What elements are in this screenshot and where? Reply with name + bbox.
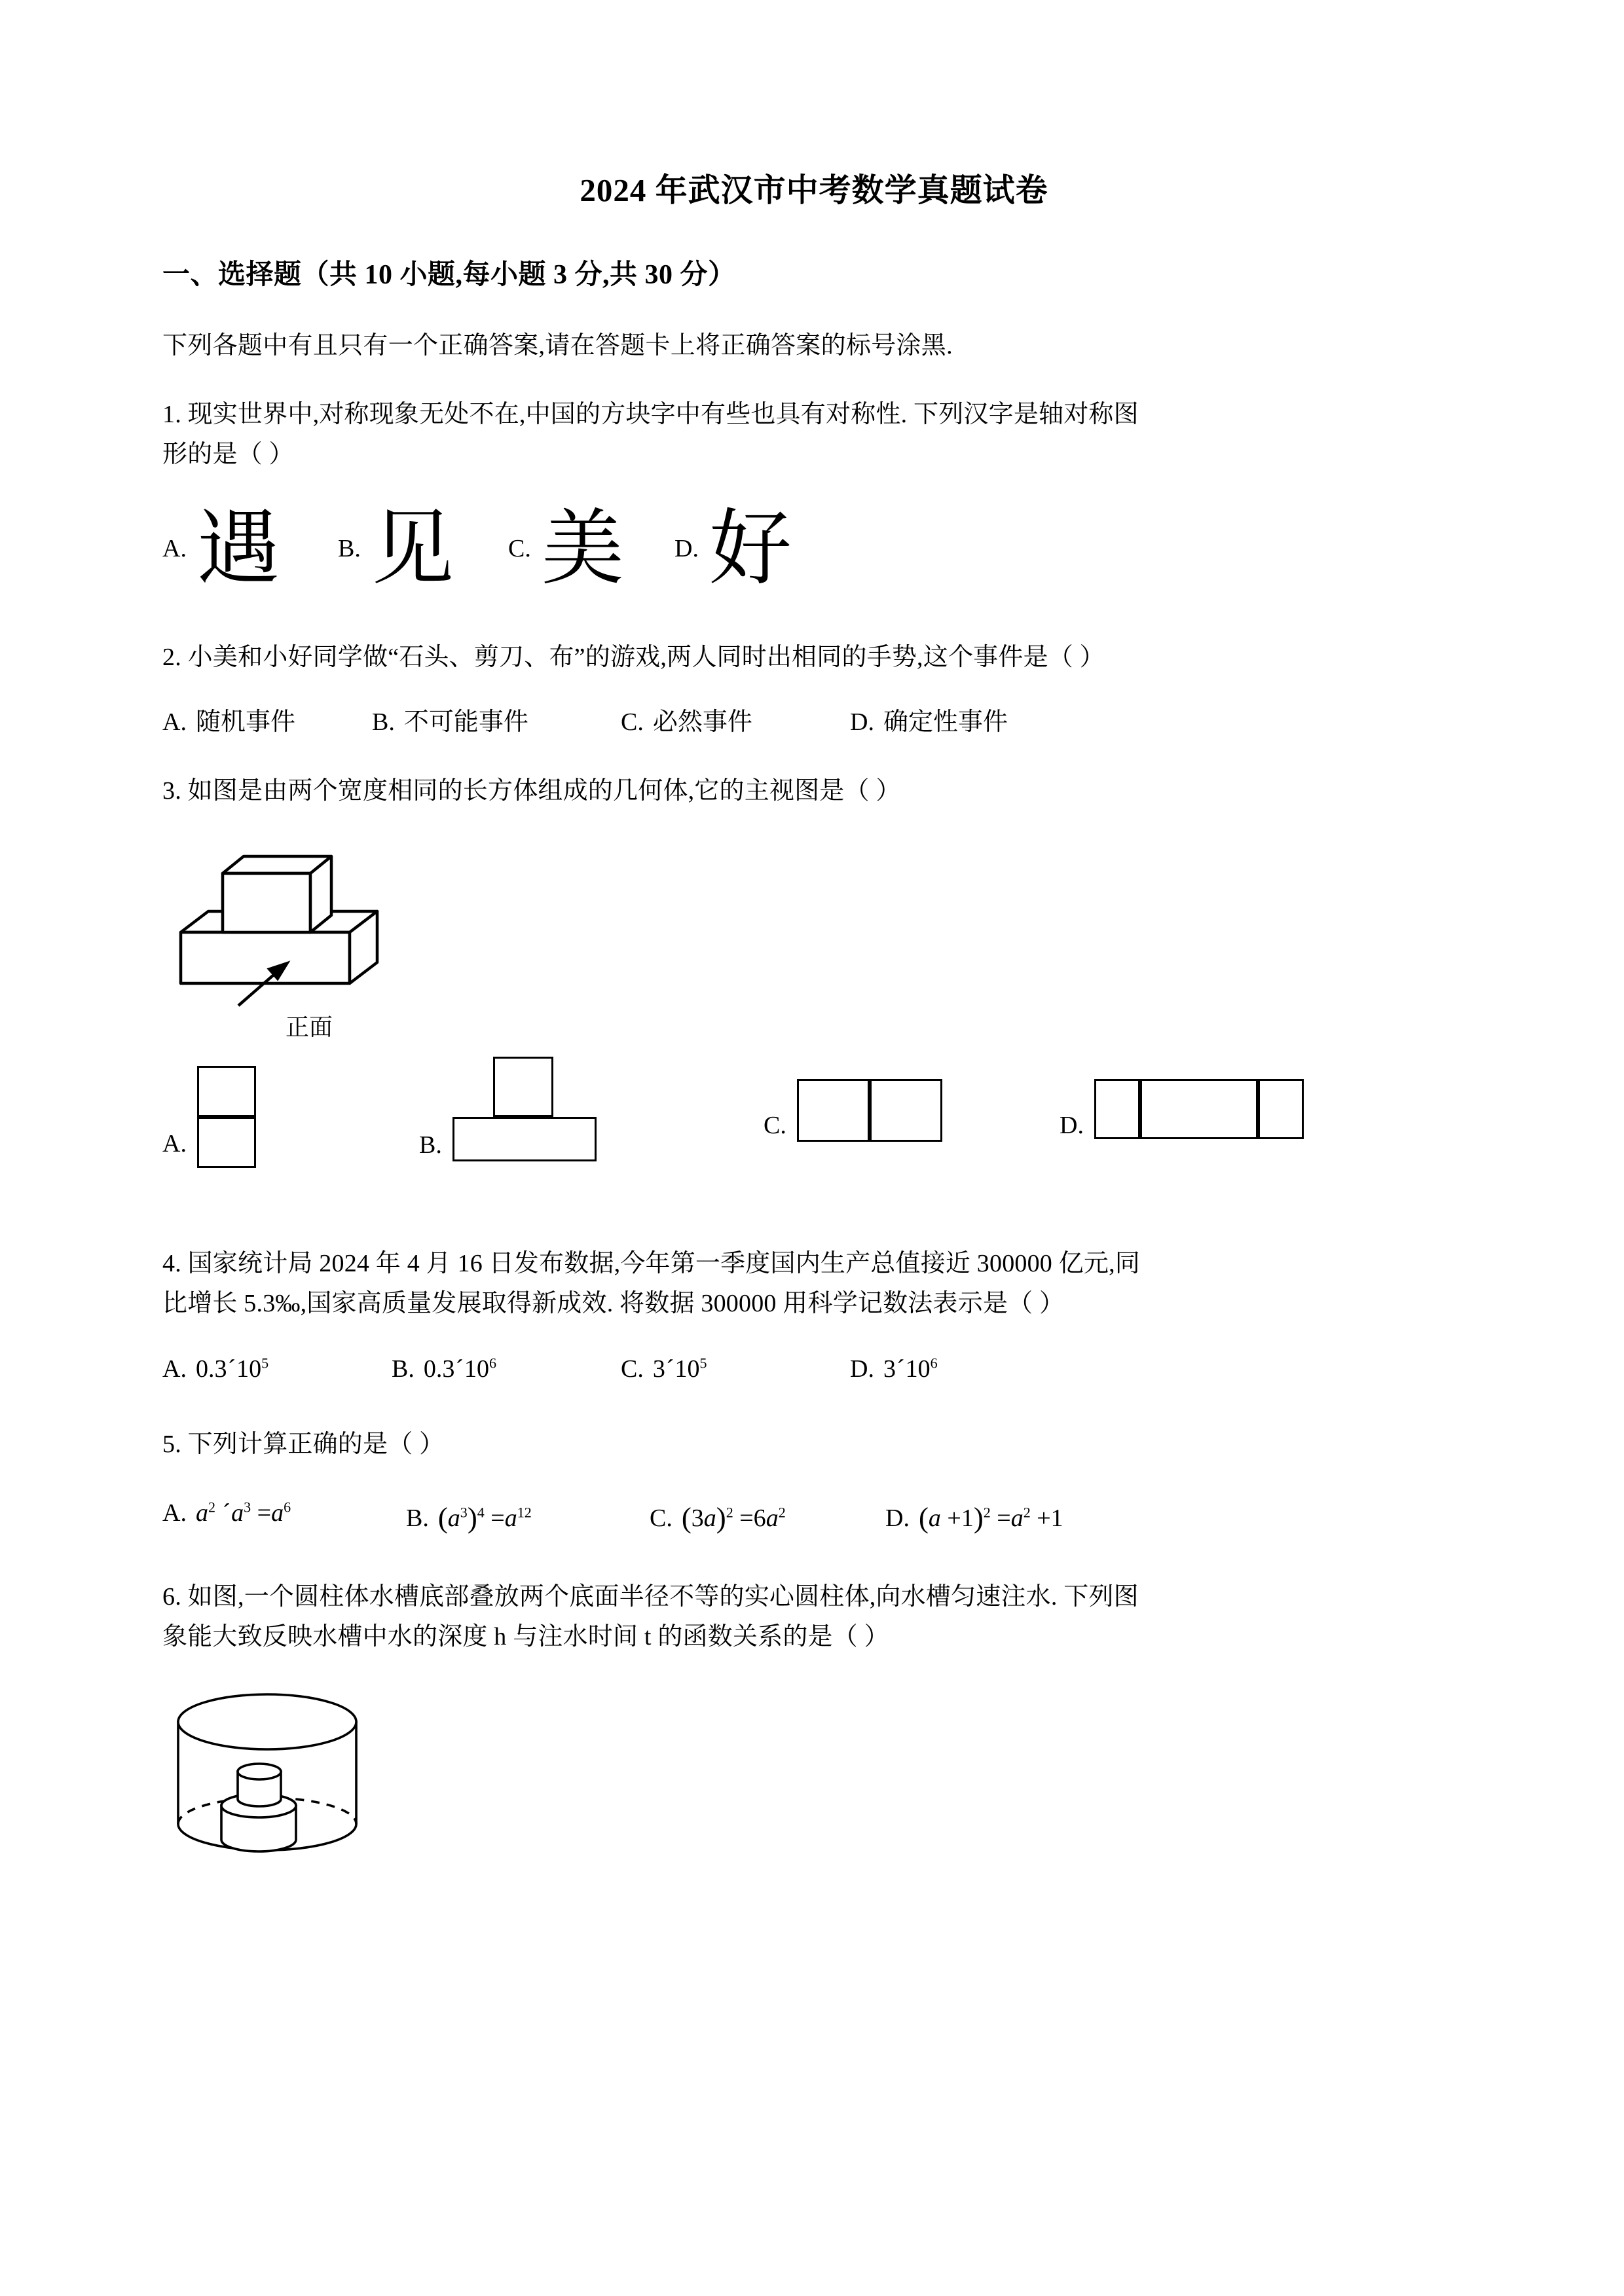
exponent: 6 bbox=[930, 1355, 938, 1372]
tank-top-rim bbox=[178, 1694, 356, 1749]
question-2-number: 2. bbox=[162, 643, 181, 671]
shape-cell bbox=[197, 1066, 256, 1117]
mantissa: 0.3 bbox=[195, 1355, 227, 1383]
question-1 bbox=[162, 395, 1466, 475]
option-label: C. bbox=[621, 708, 644, 737]
option-text: 随机事件 bbox=[195, 708, 295, 737]
option-label: D. bbox=[850, 1355, 874, 1383]
front-label: 正面 bbox=[286, 1013, 333, 1040]
option-label: B. bbox=[419, 1131, 442, 1159]
option-label: A. bbox=[162, 1129, 187, 1157]
question-4-options bbox=[162, 1351, 1466, 1388]
question-2-option-c[interactable] bbox=[621, 704, 850, 741]
hanzi-glyph-jian: 见 bbox=[371, 500, 454, 596]
question-6-number: 6. bbox=[162, 1582, 181, 1611]
question-4 bbox=[162, 1244, 1466, 1324]
question-4-stem-line2: 比增长 5.3‰,国家高质量发展取得新成效. 将数据 300000 用科学记数法表示是（ ） bbox=[162, 1290, 1065, 1318]
shape-cell bbox=[493, 1057, 553, 1117]
question-1-number-and-stem-line1 bbox=[162, 395, 1466, 435]
option-expression-a: $a^2$ $´a^3 =a^6$ bbox=[195, 1499, 291, 1527]
hanzi-glyph-mei: 美 bbox=[541, 500, 624, 596]
option-text: 必然事件 bbox=[652, 708, 752, 737]
exponent: 5 bbox=[699, 1355, 707, 1372]
hanzi-glyph-yu: 遇 bbox=[196, 500, 280, 596]
question-1-option-b[interactable] bbox=[338, 500, 461, 596]
option-label: A. bbox=[162, 708, 187, 737]
lower-cuboid-front-face bbox=[181, 932, 350, 983]
option-label: C. bbox=[621, 1355, 644, 1383]
question-2-stem: 小美和小好同学做“石头、剪刀、布”的游戏,两人同时出相同的手势,这个事件是（ ） bbox=[187, 643, 1105, 671]
option-expression-b: $(a^3)^4 =a^{12}$ bbox=[437, 1501, 532, 1535]
shape-cell bbox=[1258, 1079, 1304, 1139]
option-label: B. bbox=[406, 1504, 429, 1533]
upper-cuboid-front-face bbox=[223, 873, 310, 932]
section-instruction: 下列各题中有且只有一个正确答案,请在答题卡上将正确答案的标号涂黑. bbox=[162, 331, 953, 359]
option-label: B. bbox=[372, 708, 395, 737]
option-expression bbox=[196, 1351, 268, 1388]
exponent: 6 bbox=[489, 1355, 497, 1372]
question-4-option-b[interactable] bbox=[392, 1351, 621, 1388]
page-title: 2024 年武汉市中考数学真题试卷 bbox=[580, 172, 1048, 208]
option-label: A. bbox=[162, 1355, 187, 1383]
view-shape-b bbox=[452, 1089, 597, 1194]
question-1-number: 1. bbox=[162, 400, 181, 428]
hanzi-glyph-hao: 好 bbox=[709, 500, 792, 596]
question-3-option-a[interactable] bbox=[162, 1096, 256, 1192]
question-2-option-b[interactable] bbox=[372, 704, 621, 741]
multiplication-sign: ´ bbox=[455, 1355, 464, 1383]
page-content bbox=[162, 0, 1466, 1874]
question-3-solid-figure bbox=[169, 828, 1466, 1042]
question-5-option-a[interactable] bbox=[162, 1495, 406, 1539]
question-4-option-d[interactable] bbox=[850, 1351, 1079, 1388]
water-tank-cylinder-svg bbox=[169, 1675, 385, 1871]
multiplication-sign: ´ bbox=[665, 1355, 674, 1383]
question-5-option-d[interactable] bbox=[885, 1495, 1129, 1539]
question-5-stem: 下列计算正确的是（ ） bbox=[187, 1430, 445, 1458]
option-label: D. bbox=[1060, 1111, 1084, 1139]
question-2-option-a[interactable] bbox=[162, 704, 372, 741]
exponent: 5 bbox=[261, 1355, 269, 1372]
question-2-option-d[interactable] bbox=[850, 704, 1008, 741]
question-2 bbox=[162, 638, 1466, 678]
question-6-cylinder-figure bbox=[169, 1675, 1466, 1874]
option-label: C. bbox=[650, 1504, 673, 1533]
question-1-option-d[interactable] bbox=[674, 500, 792, 596]
question-5-option-c[interactable] bbox=[650, 1495, 885, 1539]
question-1-stem-line1: 现实世界中,对称现象无处不在,中国的方块字中有些也具有对称性. 下列汉字是轴对称图 bbox=[187, 400, 1139, 428]
option-label: B. bbox=[338, 534, 361, 562]
question-3 bbox=[162, 771, 1466, 812]
option-label: A. bbox=[162, 534, 187, 562]
question-6-stem-line2: 象能大致反映水槽中水的深度 h 与注水时间 t 的函数关系的是（ ） bbox=[162, 1623, 889, 1651]
multiplication-sign: ´ bbox=[896, 1355, 905, 1383]
base: 10 bbox=[674, 1355, 700, 1383]
option-expression bbox=[424, 1351, 496, 1388]
view-shape-d bbox=[1094, 1089, 1304, 1155]
question-4-line1 bbox=[162, 1244, 1466, 1285]
option-label: D. bbox=[885, 1504, 910, 1533]
option-label: B. bbox=[392, 1355, 415, 1383]
option-label: D. bbox=[850, 708, 874, 737]
question-1-option-a[interactable] bbox=[162, 500, 291, 596]
view-shape-c bbox=[797, 1089, 942, 1155]
option-expression-d: $(a +1)^2 =a^2 +1$ bbox=[918, 1501, 1063, 1535]
question-3-options bbox=[162, 1068, 1466, 1206]
question-6 bbox=[162, 1577, 1466, 1658]
question-3-stem: 如图是由两个宽度相同的长方体组成的几何体,它的主视图是（ ） bbox=[187, 777, 901, 805]
mantissa: 3 bbox=[883, 1355, 896, 1383]
question-5-number: 5. bbox=[162, 1430, 181, 1458]
question-2-options bbox=[162, 704, 1466, 741]
mantissa: 3 bbox=[652, 1355, 665, 1383]
question-4-number: 4. bbox=[162, 1249, 181, 1277]
option-expression bbox=[653, 1351, 707, 1388]
question-4-option-c[interactable] bbox=[621, 1351, 850, 1388]
question-5 bbox=[162, 1425, 1466, 1465]
question-6-stem-line1: 如图,一个圆柱体水槽底部叠放两个底面半径不等的实心圆柱体,向水槽匀速注水. 下列图 bbox=[187, 1582, 1139, 1611]
question-1-stem-line2: 形的是（ ） bbox=[162, 441, 294, 469]
shape-cell bbox=[197, 1117, 256, 1168]
base: 10 bbox=[236, 1355, 262, 1383]
question-3-option-b[interactable] bbox=[419, 1096, 597, 1194]
option-label: D. bbox=[674, 534, 699, 562]
question-6-line1 bbox=[162, 1577, 1466, 1618]
option-text: 不可能事件 bbox=[403, 708, 528, 737]
shape-cell bbox=[1140, 1079, 1258, 1139]
two-cuboid-solid-svg bbox=[169, 828, 451, 1017]
shape-cell bbox=[452, 1117, 597, 1161]
option-text: 确定性事件 bbox=[883, 708, 1008, 737]
shape-cell bbox=[1094, 1079, 1140, 1139]
base: 10 bbox=[464, 1355, 490, 1383]
view-shape-a bbox=[197, 1089, 256, 1192]
question-4-option-a[interactable] bbox=[162, 1351, 392, 1388]
question-1-options bbox=[162, 490, 1466, 608]
shape-cell bbox=[797, 1079, 870, 1142]
base: 10 bbox=[905, 1355, 931, 1383]
question-1-option-c[interactable] bbox=[508, 500, 627, 596]
shape-cell bbox=[870, 1079, 942, 1142]
question-3-option-c[interactable] bbox=[764, 1096, 942, 1155]
option-label: C. bbox=[764, 1111, 786, 1139]
question-5-option-b[interactable] bbox=[406, 1495, 650, 1539]
section-heading: 一、选择题（共 10 小题,每小题 3 分,共 30 分） bbox=[162, 259, 736, 290]
question-3-option-d[interactable] bbox=[1060, 1096, 1304, 1155]
multiplication-sign: ´ bbox=[227, 1355, 236, 1383]
small-inner-cylinder-top bbox=[238, 1764, 281, 1779]
option-label: A. bbox=[162, 1499, 187, 1527]
mantissa: 0.3 bbox=[423, 1355, 455, 1383]
option-expression bbox=[883, 1351, 938, 1388]
question-4-stem-line1: 国家统计局 2024 年 4 月 16 日发布数据,今年第一季度国内生产总值接近 300000 亿元,同 bbox=[187, 1249, 1141, 1277]
question-5-options bbox=[162, 1495, 1466, 1539]
question-3-number: 3. bbox=[162, 777, 181, 805]
option-expression-c: $(3a)^2 =6a^2$ bbox=[681, 1501, 786, 1535]
option-label: C. bbox=[508, 534, 531, 562]
